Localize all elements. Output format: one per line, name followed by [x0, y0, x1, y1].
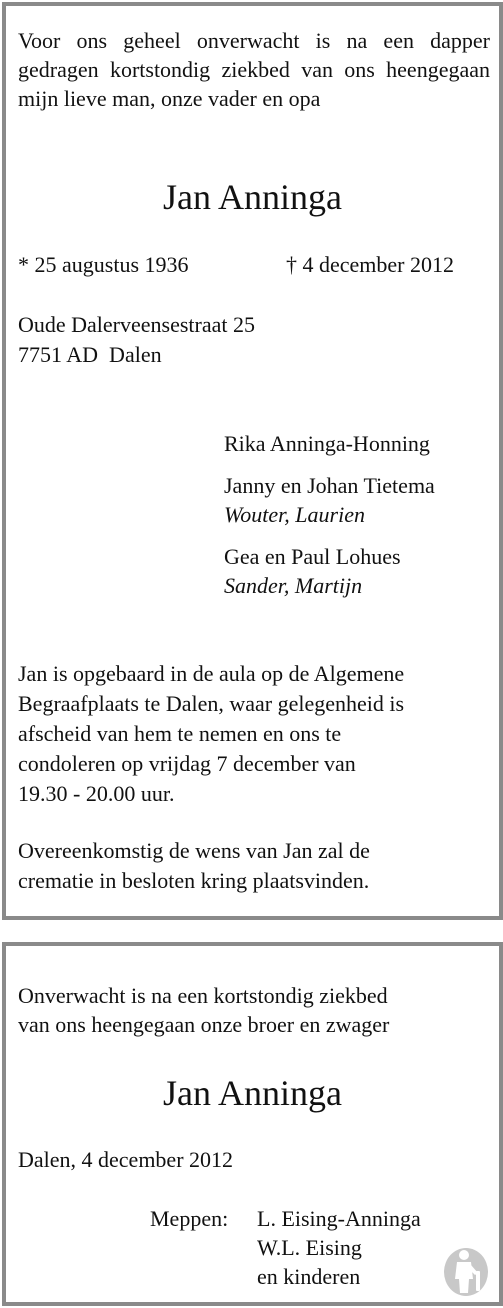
relative-name: W.L. Eising	[257, 1235, 362, 1260]
birth-date: * 25 augustus 1936	[18, 252, 189, 277]
viewing-line: 19.30 - 20.00 uur.	[18, 781, 175, 806]
intro-line: van ons heengegaan onze broer en zwager	[18, 1012, 390, 1037]
intro-text: Voor ons geheel onverwacht is na een dapper gedragen kortstondig ziekbed van ons heengegaan mijn lieve man, onze vader en opa	[18, 28, 490, 111]
intro-line: Onverwacht is na een kortstondig ziekbed	[18, 983, 388, 1008]
viewing-line: Begraafplaats te Dalen, waar gelegenheid is	[18, 691, 405, 716]
place-date: Dalen, 4 december 2012	[18, 1147, 234, 1172]
relative-name: L. Eising-Anninga	[257, 1206, 421, 1231]
family-child-2: Gea en Paul Lohues	[224, 544, 401, 569]
cremation-line: Overeenkomstig de wens van Jan zal de	[18, 838, 370, 863]
family-grandchildren-1: Wouter, Laurien	[224, 502, 365, 527]
deceased-name: Jan Anninga	[163, 1073, 342, 1113]
viewing-line: afscheid van hem te nemen en ons te	[18, 721, 342, 746]
deceased-name: Jan Anninga	[163, 177, 342, 217]
family-grandchildren-2: Sander, Martijn	[224, 573, 363, 598]
viewing-line: Jan is opgebaard in de aula op de Algemene	[18, 661, 405, 686]
family-spouse: Rika Anninga-Honning	[224, 431, 430, 456]
death-date: † 4 december 2012	[286, 252, 454, 277]
cremation-line: crematie in besloten kring plaatsvinden.	[18, 868, 370, 893]
obituary-notice-family	[2, 2, 503, 920]
memorial-person-icon	[442, 1245, 490, 1297]
relative-name: en kinderen	[257, 1264, 361, 1289]
address-street: Oude Dalerveensestraat 25	[18, 312, 256, 337]
address-postcode-city: 7751 AD Dalen	[18, 342, 162, 367]
family-child-1: Janny en Johan Tietema	[224, 473, 435, 498]
viewing-line: condoleren op vrijdag 7 december van	[18, 751, 356, 776]
relatives-location: Meppen:	[150, 1206, 229, 1231]
obituary-notice-siblings	[2, 942, 503, 1306]
